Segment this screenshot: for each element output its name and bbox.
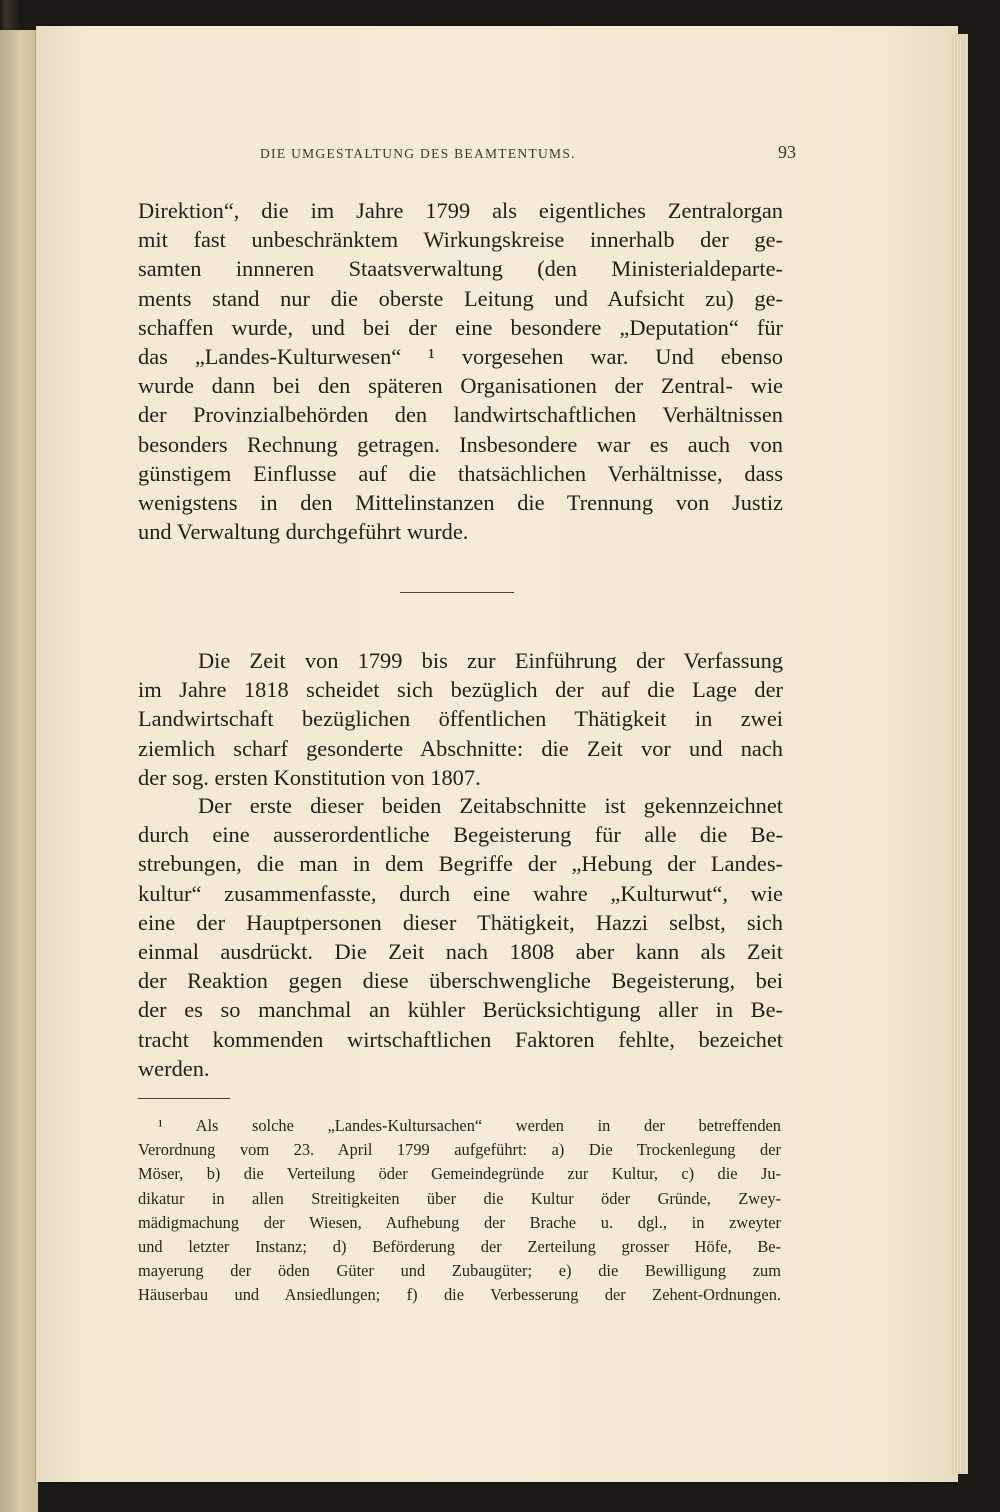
text-line: werden. [138,1055,210,1081]
text-line: der sog. ersten Konstitution von 1807. [138,764,481,790]
text-line: wurde dann bei den späteren Organisationen der Zentral- wie [138,373,783,399]
text-line: ziemlich scharf gesonderte Abschnitte: die Zeit vor und nach [138,735,783,761]
footnote-line: ¹ Als solche „Landes-Kultursachen“ werden in der betreffenden [158,1116,781,1135]
text-line: und Verwaltung durchgeführt wurde. [138,519,469,545]
text-line: der es so manchmal an kühler Berücksichtigung aller in Be- [138,997,783,1023]
footnote-line: und letzter Instanz; d) Beförderung der Zerteilung grosser Höfe, Be- [138,1236,781,1256]
footnote-line: dikatur in allen Streitigkeiten über die Kultur öder Gründe, Zwey- [138,1188,781,1208]
text-line: strebungen, die man in dem Begriffe der „Hebung der Landes- [138,851,783,877]
running-title: DIE UMGESTALTUNG DES BEAMTENTUMS. [260,146,576,161]
page-stack-edge [950,34,968,1474]
footnote-1 [138,1114,781,1308]
text-line: Direktion“, die im Jahre 1799 als eigentliches Zentralorgan [138,198,783,223]
paragraph-3 [138,791,783,1083]
footnote-line: Verordnung vom 23. April 1799 aufgeführt: a) Die Trockenlegung der [138,1140,781,1160]
text-line: das „Landes-Kulturwesen“ ¹ vorgesehen war. Und ebenso [138,343,783,369]
text-line: eine der Hauptpersonen dieser Thätigkeit, Hazzi selbst, sich [138,909,783,935]
text-line: Der erste dieser beiden Zeitabschnitte ist gekennzeichnet [198,793,783,818]
text-line: Die Zeit von 1799 bis zur Einführung der Verfassung [198,648,783,673]
previous-page-edge [0,30,38,1512]
text-line: tracht kommenden wirtschaftlichen Faktoren fehlte, bezeichet [138,1026,783,1052]
text-line: der Provinzialbehörden den landwirtschaftlichen Verhältnissen [138,402,783,428]
section-divider [400,592,514,593]
footnote-line: Möser, b) die Verteilung öder Gemeindegründe zur Kultur, c) die Ju- [138,1164,781,1184]
footnote-divider [138,1098,230,1099]
text-line: im Jahre 1818 scheidet sich bezüglich der auf die Lage der [138,677,783,703]
paragraph-2 [138,646,783,792]
page-number: 93 [778,142,796,162]
text-line: schaffen wurde, und bei der eine besondere „Deputation“ für [138,314,783,340]
text-line: ments stand nur die oberste Leitung und Aufsicht zu) ge- [138,285,783,311]
footnote-line: Häuserbau und Ansiedlungen; f) die Verbesserung der Zehent-Ordnungen. [138,1285,781,1305]
footnote-line: mayerung der öden Güter und Zubaugüter; e) die Bewilligung zum [138,1261,781,1281]
text-line: der Reaktion gegen diese überschwengliche Begeisterung, bei [138,968,783,994]
text-line: Landwirtschaft bezüglichen öffentlichen Thätigkeit in zwei [138,706,783,732]
text-line: samten innneren Staatsverwaltung (den Ministerialdeparte- [138,256,783,282]
text-line: kultur“ zusammenfasste, durch eine wahre „Kulturwut“, wie [138,880,783,906]
text-line: besonders Rechnung getragen. Insbesondere war es auch von [138,431,783,457]
text-line: wenigstens in den Mittelinstanzen die Trennung von Justiz [138,489,783,515]
text-line: durch eine ausserordentliche Begeisterung für alle die Be- [138,822,783,848]
paragraph-1 [138,196,783,546]
text-line: mit fast unbeschränktem Wirkungskreise innerhalb der ge- [138,227,783,253]
footnote-line: mädigmachung der Wiesen, Aufhebung der Brache u. dgl., in zweyter [138,1212,781,1232]
text-line: günstigem Einflusse auf die thatsächlichen Verhältnisse, dass [138,460,783,486]
text-line: einmal ausdrückt. Die Zeit nach 1808 aber kann als Zeit [138,938,783,964]
